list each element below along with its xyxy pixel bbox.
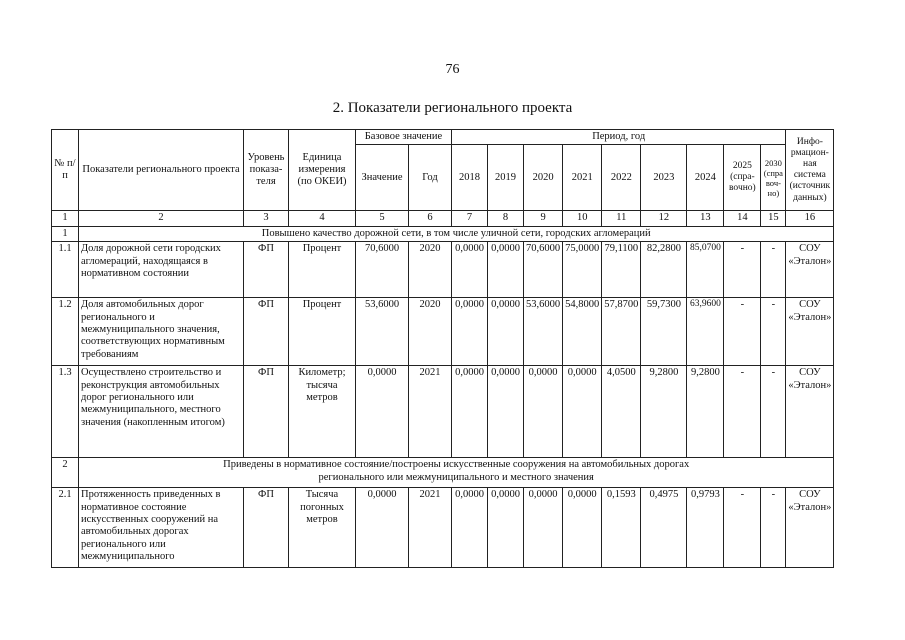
column-number: 4 <box>289 211 356 226</box>
document-title: 2. Показатели регионального проекта <box>332 100 573 116</box>
section-title-line: Приведены в нормативное состояние/построены искусственные сооружения на автомобильных дорогах <box>223 459 690 471</box>
value-2019: 0,0000 <box>488 242 524 298</box>
base-year: 2020 <box>409 242 452 298</box>
column-number: 5 <box>356 211 409 226</box>
column-number: 16 <box>786 211 834 226</box>
value-2022: 79,1100 <box>602 242 641 298</box>
header-year-2018: 2018 <box>452 145 488 211</box>
header-base-year: Год <box>409 145 452 211</box>
value-2018: 0,0000 <box>452 488 488 568</box>
indicator-name: Протяженность приведенных в нормативное состояние искусственных сооружений на автомобильных дорогах регионального или межмуниципального <box>79 488 244 568</box>
value-2023: 59,7300 <box>641 298 687 366</box>
value-2022: 57,8700 <box>602 298 641 366</box>
indicator-level: ФП <box>244 488 289 568</box>
value-2018: 0,0000 <box>452 242 488 298</box>
value-2023: 9,2800 <box>641 366 687 458</box>
indicator-name: Доля дорожной сети городских агломераций, находящаяся в нормативном состоянии <box>79 242 244 298</box>
column-number: 11 <box>602 211 641 226</box>
base-year: 2021 <box>409 366 452 458</box>
indicator-name: Доля автомобильных дорог регионального и межмуниципального значения, соответствующих нормативным требованиям <box>79 298 244 366</box>
data-source: СОУ «Эталон» <box>786 366 834 458</box>
page-number: 76 <box>445 62 460 77</box>
section-row-2 <box>52 458 834 488</box>
value-2023: 0,4975 <box>641 488 687 568</box>
header-level: Уровень показа-теля <box>244 130 289 211</box>
row-number: 1.2 <box>52 298 79 366</box>
header-year-2021: 2021 <box>563 145 602 211</box>
value-2018: 0,0000 <box>452 366 488 458</box>
row-number: 1.1 <box>52 242 79 298</box>
value-2022: 0,1593 <box>602 488 641 568</box>
header-period-group: Период, год <box>452 130 786 145</box>
header-year-2023: 2023 <box>641 145 687 211</box>
header-year-2024: 2024 <box>687 145 724 211</box>
base-year: 2021 <box>409 488 452 568</box>
indicator-level: ФП <box>244 242 289 298</box>
header-source: Инфо-рмацион-ная система (источник данных) <box>786 130 834 211</box>
section-title-line: регионального или межмуниципального и местного значения <box>318 471 594 483</box>
table-row <box>52 298 834 366</box>
base-value: 70,6000 <box>356 242 409 298</box>
value-2030: - <box>761 242 786 298</box>
header-year-2020: 2020 <box>524 145 563 211</box>
value-2025: - <box>724 366 761 458</box>
column-number: 3 <box>244 211 289 226</box>
table-row <box>52 366 834 458</box>
header-base-value: Значение <box>356 145 409 211</box>
column-number: 13 <box>687 211 724 226</box>
value-2025: - <box>724 242 761 298</box>
section-title: Повышено качество дорожной сети, в том числе уличной сети, городских агломераций <box>79 226 834 241</box>
data-source: СОУ «Эталон» <box>786 488 834 568</box>
column-numbers-row <box>52 211 834 226</box>
value-2019: 0,0000 <box>488 488 524 568</box>
value-2025: - <box>724 298 761 366</box>
indicator-unit: Километр; тысяча метров <box>289 366 356 458</box>
base-value: 0,0000 <box>356 366 409 458</box>
value-2021: 0,0000 <box>563 488 602 568</box>
section-title <box>79 458 834 488</box>
value-2019: 0,0000 <box>488 366 524 458</box>
header-year-2022: 2022 <box>602 145 641 211</box>
table-row <box>52 488 834 568</box>
value-2019: 0,0000 <box>488 298 524 366</box>
data-source: СОУ «Эталон» <box>786 298 834 366</box>
value-2025: - <box>724 488 761 568</box>
indicator-level: ФП <box>244 366 289 458</box>
value-2021: 54,8000 <box>563 298 602 366</box>
column-number: 1 <box>52 211 79 226</box>
section-number: 2 <box>52 458 79 488</box>
indicators-table <box>51 129 834 568</box>
indicator-unit: Тысяча погонных метров <box>289 488 356 568</box>
header-year-2019: 2019 <box>488 145 524 211</box>
value-2020: 70,6000 <box>524 242 563 298</box>
column-number: 9 <box>524 211 563 226</box>
section-number: 1 <box>52 226 79 241</box>
section-row-1 <box>52 226 834 241</box>
value-2021: 0,0000 <box>563 366 602 458</box>
value-2030: - <box>761 298 786 366</box>
value-2024: 9,2800 <box>687 366 724 458</box>
column-number: 7 <box>452 211 488 226</box>
value-2023: 82,2800 <box>641 242 687 298</box>
value-2030: - <box>761 488 786 568</box>
indicator-name: Осуществлено строительство и реконструкция автомобильных дорог регионального или межмуниципального, местного значения (накопленным итогом) <box>79 366 244 458</box>
base-value: 53,6000 <box>356 298 409 366</box>
table-row <box>52 242 834 298</box>
row-number: 2.1 <box>52 488 79 568</box>
column-number: 10 <box>563 211 602 226</box>
value-2018: 0,0000 <box>452 298 488 366</box>
value-2030: - <box>761 366 786 458</box>
column-number: 12 <box>641 211 687 226</box>
value-2022: 4,0500 <box>602 366 641 458</box>
row-number: 1.3 <box>52 366 79 458</box>
column-number: 14 <box>724 211 761 226</box>
header-num: № п/п <box>52 130 79 211</box>
value-2020: 53,6000 <box>524 298 563 366</box>
header-unit: Единица измерения (по ОКЕИ) <box>289 130 356 211</box>
value-2021: 75,0000 <box>563 242 602 298</box>
base-year: 2020 <box>409 298 452 366</box>
column-number: 15 <box>761 211 786 226</box>
base-value: 0,0000 <box>356 488 409 568</box>
indicator-level: ФП <box>244 298 289 366</box>
header-indicator: Показатели регионального проекта <box>79 130 244 211</box>
column-number: 2 <box>79 211 244 226</box>
value-2024: 85,0700 <box>687 242 724 298</box>
indicator-unit: Процент <box>289 242 356 298</box>
value-2020: 0,0000 <box>524 488 563 568</box>
header-year-2025: 2025 (спра-вочно) <box>724 145 761 211</box>
value-2020: 0,0000 <box>524 366 563 458</box>
indicator-unit: Процент <box>289 298 356 366</box>
value-2024: 63,9600 <box>687 298 724 366</box>
header-base-group: Базовое значение <box>356 130 452 145</box>
header-year-2030: 2030 (спра воч-но) <box>761 145 786 211</box>
column-number: 6 <box>409 211 452 226</box>
column-number: 8 <box>488 211 524 226</box>
value-2024: 0,9793 <box>687 488 724 568</box>
data-source: СОУ «Эталон» <box>786 242 834 298</box>
